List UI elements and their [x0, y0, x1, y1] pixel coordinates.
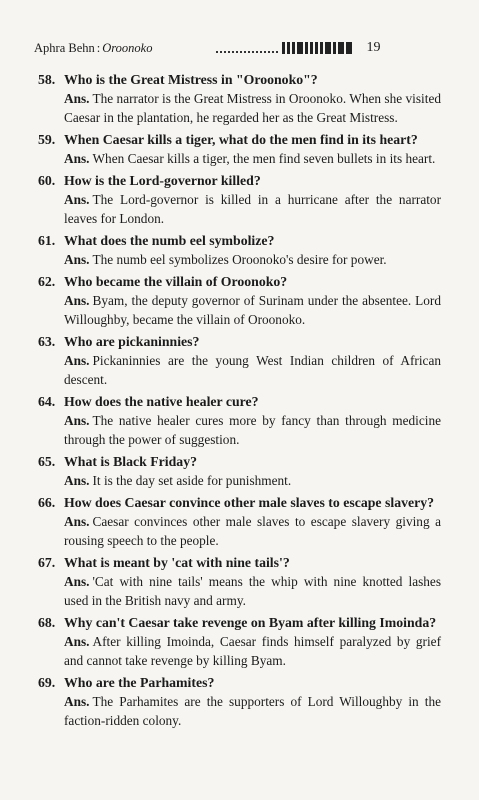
answer — [64, 250, 441, 269]
question-text: When Caesar kills a tiger, what do the men find in its heart? — [64, 132, 418, 147]
answer-text: The narrator is the Great Mistress in Oroonoko. When she visited Caesar in the plantation, he regarded her as the Great Mistress. — [64, 91, 441, 125]
question-number: 62. — [38, 274, 56, 289]
question-number: 69. — [38, 675, 56, 690]
page-header — [34, 38, 437, 58]
answer-text: The Parhamites are the supporters of Lord Willoughby in the faction-ridden colony. — [64, 694, 441, 728]
qa-list — [38, 70, 441, 733]
question-number: 58. — [38, 72, 56, 87]
question-number: 61. — [38, 233, 56, 248]
qa-item — [38, 452, 441, 490]
question — [38, 272, 441, 291]
qa-item — [38, 171, 441, 228]
answer-text: Byam, the deputy governor of Surinam under the absentee. Lord Willoughby, became the villain of Oroonoko. — [64, 293, 441, 327]
answer-prefix: Ans. — [64, 192, 90, 207]
question-text: What does the numb eel symbolize? — [64, 233, 275, 248]
answer-text: Pickaninnies are the young West Indian children of African descent. — [64, 353, 441, 387]
answer-prefix: Ans. — [64, 91, 90, 106]
question — [38, 553, 441, 572]
header-book-title: Oroonoko — [102, 40, 153, 55]
question-text: How does the native healer cure? — [64, 394, 259, 409]
qa-item — [38, 231, 441, 269]
qa-item — [38, 332, 441, 389]
answer-text: After killing Imoinda, Caesar finds himself paralyzed by grief and cannot take revenge by killing Byam. — [64, 634, 441, 668]
question — [38, 452, 441, 471]
question-text: What is Black Friday? — [64, 454, 197, 469]
qa-item — [38, 553, 441, 610]
answer-prefix: Ans. — [64, 514, 90, 529]
answer-prefix: Ans. — [64, 473, 90, 488]
answer-text: 'Cat with nine tails' means the whip with nine knotted lashes used in the British navy and army. — [64, 574, 441, 608]
answer-prefix: Ans. — [64, 293, 90, 308]
question-text: Who became the villain of Oroonoko? — [64, 274, 288, 289]
header-author: Aphra Behn — [34, 40, 95, 55]
answer — [64, 411, 441, 449]
question-text: How does Caesar convince other male slaves to escape slavery? — [64, 495, 435, 510]
question-number: 67. — [38, 555, 56, 570]
qa-item — [38, 130, 441, 168]
qa-item — [38, 70, 441, 127]
answer-text: The native healer cures more by fancy than through medicine through the power of suggestion. — [64, 413, 441, 447]
answer-text: When Caesar kills a tiger, the men find seven bullets in its heart. — [92, 151, 436, 166]
question-number: 60. — [38, 173, 56, 188]
qa-item — [38, 673, 441, 730]
header-separator: : — [96, 40, 101, 55]
answer-prefix: Ans. — [64, 151, 90, 166]
answer — [64, 471, 441, 490]
answer-prefix: Ans. — [64, 574, 90, 589]
answer-prefix: Ans. — [64, 634, 90, 649]
question-number: 68. — [38, 615, 56, 630]
question — [38, 171, 441, 190]
question-text: What is meant by 'cat with nine tails'? — [64, 555, 290, 570]
answer — [64, 190, 441, 228]
question — [38, 70, 441, 89]
answer — [64, 632, 441, 670]
question-number: 63. — [38, 334, 56, 349]
answer-text: It is the day set aside for punishment. — [92, 473, 292, 488]
answer-text: Caesar convinces other male slaves to escape slavery giving a rousing speech to the people. — [64, 514, 441, 548]
question — [38, 231, 441, 250]
question-text: Who is the Great Mistress in "Oroonoko"? — [64, 72, 318, 87]
question-number: 59. — [38, 132, 56, 147]
question-text: Who are pickaninnies? — [64, 334, 200, 349]
question-number: 66. — [38, 495, 56, 510]
answer — [64, 572, 441, 610]
header-bar-ornament — [282, 42, 352, 54]
qa-item — [38, 272, 441, 329]
qa-item — [38, 493, 441, 550]
question-number: 65. — [38, 454, 56, 469]
question-text: Why can't Caesar take revenge on Byam after killing Imoinda? — [64, 615, 437, 630]
question — [38, 613, 441, 632]
answer — [64, 149, 441, 168]
answer-prefix: Ans. — [64, 252, 90, 267]
header-dotted-leader — [216, 43, 278, 53]
question — [38, 392, 441, 411]
answer — [64, 351, 441, 389]
answer-prefix: Ans. — [64, 413, 90, 428]
page-number: 19 — [366, 40, 381, 55]
answer — [64, 692, 441, 730]
qa-item — [38, 392, 441, 449]
question — [38, 493, 441, 512]
answer-prefix: Ans. — [64, 353, 90, 368]
qa-item — [38, 613, 441, 670]
answer — [64, 512, 441, 550]
answer-prefix: Ans. — [64, 694, 90, 709]
answer — [64, 291, 441, 329]
question — [38, 332, 441, 351]
question-text: Who are the Parhamites? — [64, 675, 215, 690]
question-number: 64. — [38, 394, 56, 409]
question — [38, 130, 441, 149]
question-text: How is the Lord-governor killed? — [64, 173, 261, 188]
question — [38, 673, 441, 692]
answer — [64, 89, 441, 127]
answer-text: The numb eel symbolizes Oroonoko's desire for power. — [92, 252, 387, 267]
answer-text: The Lord-governor is killed in a hurricane after the narrator leaves for London. — [64, 192, 441, 226]
